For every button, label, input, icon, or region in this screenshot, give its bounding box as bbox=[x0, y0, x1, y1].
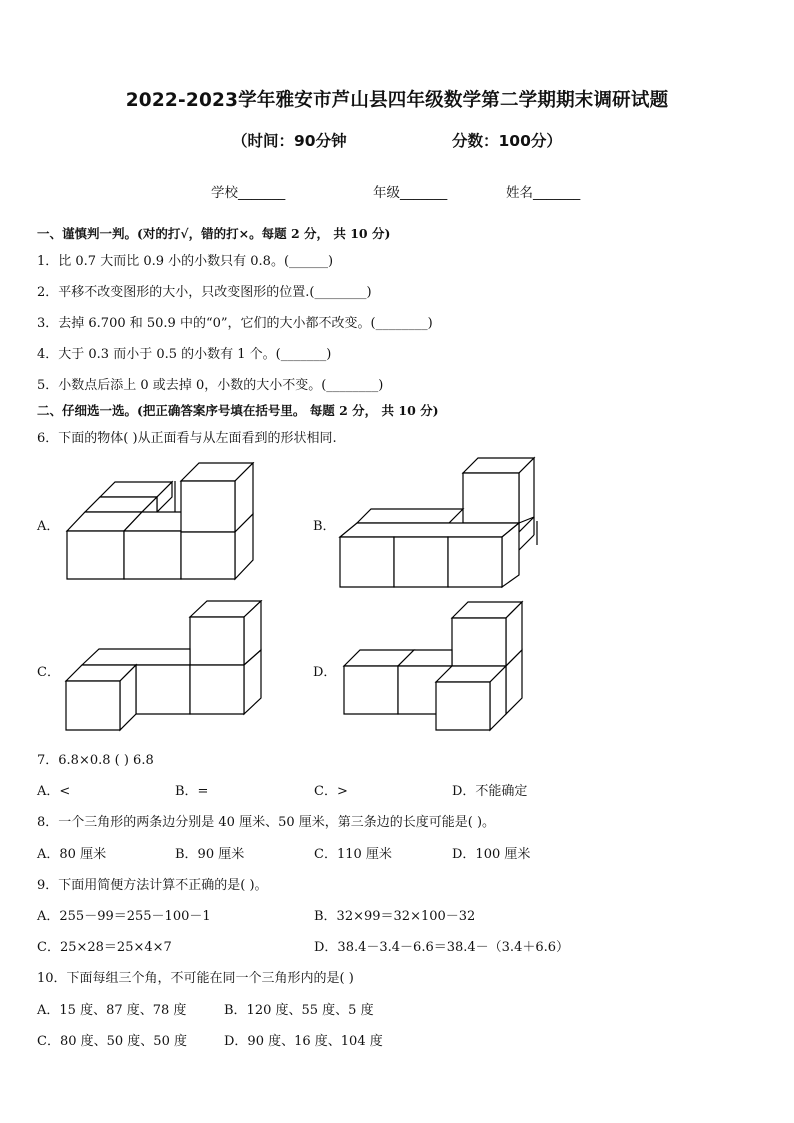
q8-option-b[interactable]: B．90 厘米 bbox=[175, 847, 245, 862]
figure-label-a: A． bbox=[37, 519, 60, 534]
school-field[interactable]: 学校_______ bbox=[211, 185, 286, 201]
exam-score: 分数：100分） bbox=[452, 132, 562, 150]
q7-option-c[interactable]: C．> bbox=[314, 784, 348, 799]
grade-field[interactable]: 年级_______ bbox=[373, 185, 448, 201]
q7-option-d[interactable]: D．不能确定 bbox=[452, 784, 528, 799]
question-6: 6．下面的物体( )从正面看与从左面看到的形状相同. bbox=[37, 431, 337, 446]
q8-option-c[interactable]: C．110 厘米 bbox=[314, 847, 392, 862]
q8-option-a[interactable]: A．80 厘米 bbox=[37, 847, 107, 862]
question-7: 7．6.8×0.8 ( ) 6.8 bbox=[37, 753, 154, 768]
question-3: 3．去掉 6.700 和 50.9 中的“0”，它们的大小都不改变。(________) bbox=[37, 316, 433, 331]
question-10: 10．下面每组三个角，不可能在同一个三角形内的是( ) bbox=[37, 971, 354, 986]
q10-option-a[interactable]: A．15 度、87 度、78 度 bbox=[37, 1003, 187, 1018]
q9-option-c[interactable]: C．25×28＝25×4×7 bbox=[37, 940, 172, 955]
cube-figure-c bbox=[62, 600, 267, 735]
q10-option-d[interactable]: D．90 度、16 度、104 度 bbox=[224, 1034, 383, 1049]
question-8: 8．一个三角形的两条边分别是 40 厘米、50 厘米，第三条边的长度可能是( )。 bbox=[37, 815, 496, 830]
section1-heading: 一、谨慎判一判。(对的打√，错的打×。每题 2 分， 共 10 分) bbox=[37, 226, 391, 241]
q8-option-d[interactable]: D．100 厘米 bbox=[452, 847, 531, 862]
page-title: 2022-2023学年雅安市芦山县四年级数学第二学期期末调研试题 bbox=[125, 90, 669, 111]
q9-option-d[interactable]: D．38.4－3.4－6.6＝38.4－（3.4＋6.6） bbox=[314, 940, 570, 955]
question-4: 4．大于 0.3 而小于 0.5 的小数有 1 个。(_______) bbox=[37, 347, 332, 362]
figure-label-c: C． bbox=[37, 665, 60, 680]
question-2: 2．平移不改变图形的大小，只改变图形的位置.(________) bbox=[37, 285, 372, 300]
exam-time: （时间：90分钟 bbox=[232, 132, 347, 150]
q9-option-a[interactable]: A．255－99＝255－100－1 bbox=[37, 909, 211, 924]
section2-heading: 二、仔细选一选。(把正确答案序号填在括号里。 每题 2 分， 共 10 分) bbox=[37, 403, 439, 418]
name-field[interactable]: 姓名_______ bbox=[506, 185, 581, 201]
question-9: 9．下面用简便方法计算不正确的是( )。 bbox=[37, 878, 268, 893]
cube-figure-b bbox=[338, 455, 543, 590]
q10-option-c[interactable]: C．80 度、50 度、50 度 bbox=[37, 1034, 187, 1049]
q9-option-b[interactable]: B．32×99＝32×100－32 bbox=[314, 909, 476, 924]
question-1: 1．比 0.7 大而比 0.9 小的小数只有 0.8。(______) bbox=[37, 254, 334, 269]
q10-option-b[interactable]: B．120 度、55 度、5 度 bbox=[224, 1003, 374, 1018]
cube-figure-d bbox=[342, 600, 527, 735]
figure-label-b: B． bbox=[313, 519, 336, 534]
figure-label-d: D． bbox=[313, 665, 337, 680]
q7-option-a[interactable]: A．< bbox=[37, 784, 71, 799]
question-5: 5．小数点后添上 0 或去掉 0，小数的大小不变。(________) bbox=[37, 378, 384, 393]
q7-option-b[interactable]: B．= bbox=[175, 784, 209, 799]
cube-figure-a bbox=[60, 462, 260, 584]
